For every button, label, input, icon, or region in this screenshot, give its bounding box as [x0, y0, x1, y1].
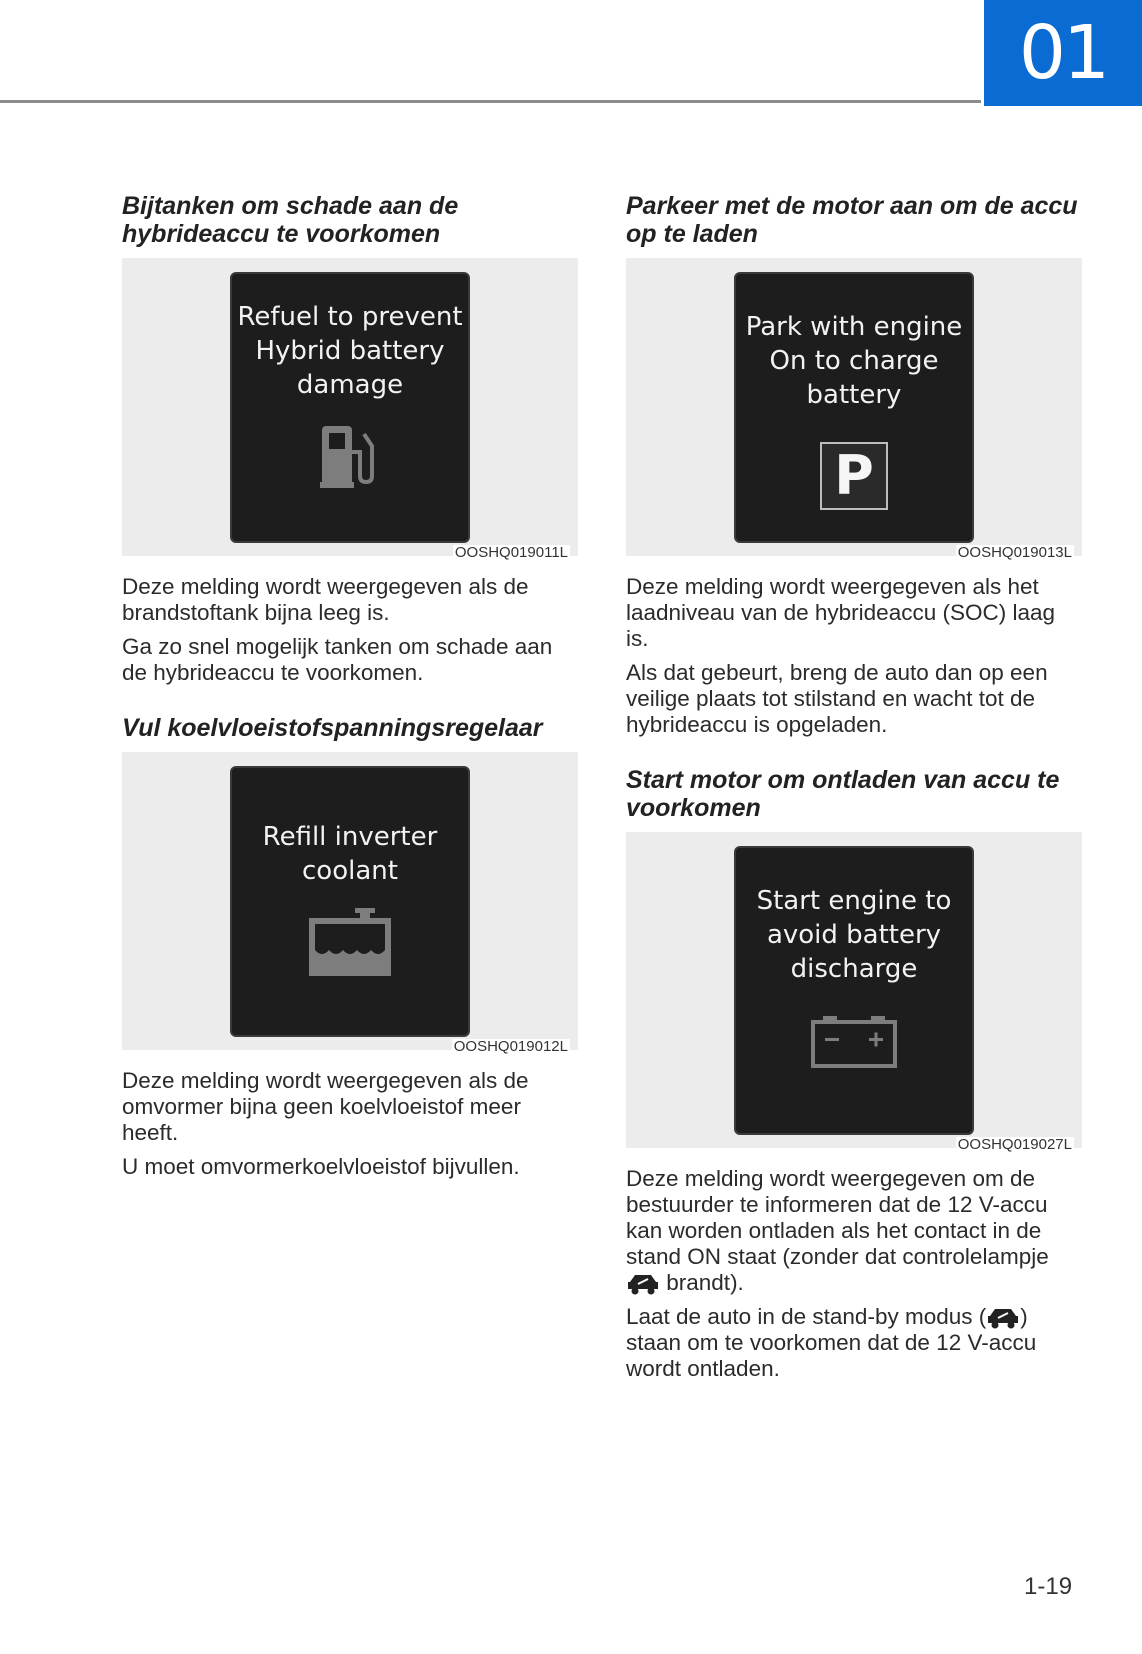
paragraph: Deze melding wordt weergegeven als de brandstoftank bijna leeg is.	[122, 574, 529, 625]
cluster-screen-start-engine	[734, 846, 974, 1135]
paragraph-text: Laat de auto in de stand-by modus (	[626, 1304, 987, 1330]
paragraph	[626, 1304, 1082, 1382]
battery-icon	[811, 1016, 897, 1068]
header-rule	[0, 100, 981, 103]
page-number: 1-19	[1024, 1573, 1073, 1600]
left-column	[122, 192, 578, 1180]
chapter-badge: 01	[984, 0, 1142, 106]
paragraph: Ga zo snel mogelijk tanken om schade aan de hybrideaccu te voorkomen.	[122, 634, 553, 685]
section-heading-refuel: Bijtanken om schade aan de hybrideaccu te voorkomen	[122, 192, 459, 248]
figure-park	[626, 258, 1082, 561]
ready-car-icon	[986, 1306, 1020, 1330]
paragraph-text: brandt).	[666, 1270, 744, 1295]
screen-message: Start engine to avoid battery discharge	[756, 886, 952, 984]
cluster-screen-refuel	[230, 272, 470, 543]
park-p-icon: P	[820, 442, 888, 510]
ready-car-icon	[626, 1272, 660, 1296]
screen-message: Refuel to prevent Hybrid battery damage	[237, 302, 463, 400]
figure-refuel	[122, 258, 578, 561]
right-column	[626, 192, 1082, 1382]
screen-message: Park with engine On to charge battery	[745, 312, 963, 410]
section-heading-coolant: Vul koelvloeistofspanningsregelaar	[122, 714, 543, 742]
figure-code: OOSHQ019012L	[453, 1038, 568, 1055]
paragraph: Deze melding wordt weergegeven als de omvormer bijna geen koelvloeistof meer heeft.	[122, 1068, 529, 1145]
figure-start-engine	[626, 832, 1082, 1153]
figure-coolant	[122, 752, 578, 1055]
section-heading-park: Parkeer met de motor aan om de accu op te laden	[626, 192, 1078, 248]
cluster-screen-coolant	[230, 766, 470, 1037]
section-heading-start-engine: Start motor om ontladen van accu te voorkomen	[626, 766, 1060, 822]
figure-code: OOSHQ019011L	[454, 544, 568, 561]
figure-code: OOSHQ019013L	[957, 544, 1072, 561]
paragraph: Als dat gebeurt, breng de auto dan op een veilige plaats tot stilstand en wacht tot de hybrideaccu is opgeladen.	[626, 660, 1048, 737]
paragraph	[626, 1166, 1082, 1296]
cluster-screen-park	[734, 272, 974, 543]
fuel-pump-icon	[320, 424, 380, 490]
paragraph-text: Deze melding wordt weergegeven om de bestuurder te informeren dat de 12 V-accu kan worden ontladen als het contact in de stand ON staat (zonder dat controlelampje	[626, 1166, 1049, 1269]
screen-message: Refill inverter coolant	[262, 822, 438, 886]
paragraph: U moet omvormerkoelvloeistof bijvullen.	[122, 1154, 520, 1179]
coolant-reservoir-icon	[309, 908, 391, 976]
figure-code: OOSHQ019027L	[957, 1136, 1072, 1153]
paragraph-text: ) staan om te voorkomen dat de 12 V-accu wordt ontladen.	[626, 1304, 1037, 1382]
paragraph: Deze melding wordt weergegeven als het laadniveau van de hybrideaccu (SOC) laag is.	[626, 574, 1056, 651]
